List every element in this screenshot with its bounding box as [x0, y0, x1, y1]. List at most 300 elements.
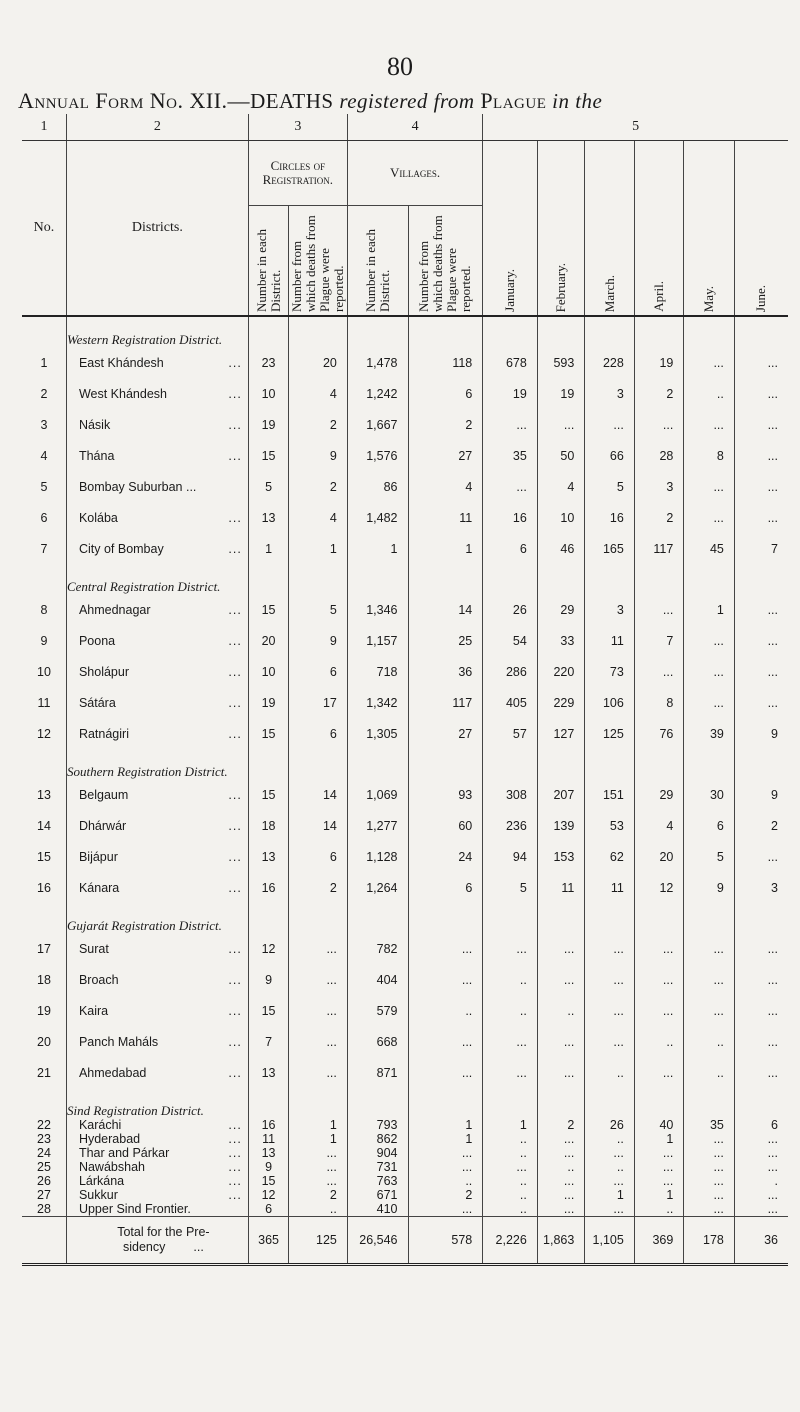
march-value: 125 — [585, 718, 635, 749]
villages-plague: 118 — [408, 347, 483, 378]
row-number: 27 — [22, 1188, 66, 1202]
row-number: 20 — [22, 1026, 66, 1057]
district-name: Ahmedabad — [78, 1065, 147, 1080]
march-value: .. — [585, 1160, 635, 1174]
district-name: Ahmednagar — [78, 602, 151, 617]
circles-number: 13 — [248, 841, 288, 872]
february-value: ... — [537, 1202, 584, 1217]
march-value: 11 — [585, 625, 635, 656]
villages-number: 1,264 — [347, 872, 408, 903]
section-heading-row — [22, 749, 788, 779]
june-value: ... — [767, 355, 778, 370]
section-title: Gujarát Registration District. — [66, 903, 248, 933]
circles-number: 6 — [248, 1202, 288, 1217]
empty-cell — [248, 316, 288, 347]
february-value: 593 — [537, 347, 584, 378]
section-no-cell — [22, 749, 66, 779]
district-name-cell — [66, 1160, 248, 1174]
empty-cell — [289, 1088, 348, 1118]
villages-plague: 14 — [408, 594, 483, 625]
leader-dots: ... — [228, 880, 242, 895]
empty-cell — [734, 1088, 788, 1118]
villages-plague: 60 — [408, 810, 483, 841]
section-no-cell — [22, 564, 66, 594]
empty-cell — [483, 749, 538, 779]
header-may: May. — [684, 141, 735, 317]
villages-plague: 117 — [408, 687, 483, 718]
villages-number: 1,242 — [347, 378, 408, 409]
district-name-cell — [66, 687, 248, 718]
district-name-cell — [66, 872, 248, 903]
empty-cell — [634, 1088, 684, 1118]
january-value: ... — [483, 1026, 538, 1057]
april-value: 1 — [634, 1132, 684, 1146]
circles-plague: 9 — [289, 440, 348, 471]
march-value: .. — [585, 1057, 635, 1088]
march-value: ... — [585, 964, 635, 995]
march-value: 165 — [585, 533, 635, 564]
section-heading-row — [22, 564, 788, 594]
table-row — [22, 779, 788, 810]
district-name-cell — [66, 1202, 248, 1217]
table-row — [22, 471, 788, 502]
villages-number: 86 — [347, 471, 408, 502]
district-name: Kaira — [78, 1003, 109, 1018]
circles-plague: 2 — [289, 872, 348, 903]
district-name-cell — [66, 1057, 248, 1088]
leader-dots: ... — [228, 941, 242, 956]
villages-number: 862 — [347, 1132, 408, 1146]
district-name-cell — [66, 347, 248, 378]
march-value: 66 — [585, 440, 635, 471]
february-value: ... — [537, 1057, 584, 1088]
circles-plague: ... — [289, 995, 348, 1026]
march-value: 3 — [585, 378, 635, 409]
header-april: April. — [634, 141, 684, 317]
villages-plague: 24 — [408, 841, 483, 872]
empty-cell — [537, 903, 584, 933]
table-row — [22, 378, 788, 409]
january-value: 308 — [483, 779, 538, 810]
colnum-3: 3 — [248, 114, 347, 141]
february-value: ... — [537, 1188, 584, 1202]
district-name: Kánara — [78, 880, 120, 895]
june-value: 3 — [771, 880, 778, 895]
section-title: Sind Registration District. — [66, 1088, 248, 1118]
january-value: ... — [483, 409, 538, 440]
deaths-table — [22, 114, 788, 1266]
february-value: ... — [537, 933, 584, 964]
table-row — [22, 995, 788, 1026]
district-name: Násik — [78, 417, 111, 432]
may-value: .. — [684, 378, 735, 409]
empty-cell — [248, 1088, 288, 1118]
row-number: 14 — [22, 810, 66, 841]
circles-number: 9 — [248, 964, 288, 995]
title-registered: registered from — [333, 89, 481, 113]
january-value: 6 — [483, 533, 538, 564]
circles-plague: 6 — [289, 841, 348, 872]
leader-dots: ... — [228, 602, 242, 617]
january-value: 16 — [483, 502, 538, 533]
district-name-cell — [66, 810, 248, 841]
empty-cell — [248, 749, 288, 779]
circles-number: 9 — [248, 1160, 288, 1174]
leader-dots: ... — [228, 386, 242, 401]
table-row — [22, 1188, 788, 1202]
empty-cell — [684, 316, 735, 347]
january-value: 54 — [483, 625, 538, 656]
june-value: 2 — [771, 818, 778, 833]
row-number: 26 — [22, 1174, 66, 1188]
district-name-cell — [66, 964, 248, 995]
table-row — [22, 409, 788, 440]
leader-dots: ... — [228, 1118, 242, 1132]
table-row — [22, 594, 788, 625]
district-name-cell — [66, 933, 248, 964]
circles-number: 7 — [248, 1026, 288, 1057]
april-value: 19 — [634, 347, 684, 378]
june-value: 7 — [771, 541, 778, 556]
february-value: 19 — [537, 378, 584, 409]
villages-number: 579 — [347, 995, 408, 1026]
april-value: 20 — [634, 841, 684, 872]
header-villages-group: Villages. — [347, 141, 482, 206]
empty-cell — [684, 749, 735, 779]
district-name-cell — [66, 502, 248, 533]
district-name: Sholápur — [78, 664, 129, 679]
total-may: 178 — [684, 1217, 735, 1265]
leader-dots: ... — [228, 1065, 242, 1080]
may-value: ... — [684, 995, 735, 1026]
row-number: 10 — [22, 656, 66, 687]
district-name-cell — [66, 718, 248, 749]
table-row — [22, 718, 788, 749]
empty-cell — [634, 749, 684, 779]
january-value: .. — [483, 964, 538, 995]
leader-dots: ... — [228, 633, 242, 648]
empty-cell — [585, 564, 635, 594]
district-name-cell — [66, 533, 248, 564]
june-value: ... — [767, 386, 778, 401]
total-june: 36 — [734, 1217, 788, 1265]
empty-cell — [684, 1088, 735, 1118]
february-value: 127 — [537, 718, 584, 749]
march-value: ... — [585, 1174, 635, 1188]
row-number: 1 — [22, 347, 66, 378]
district-name-cell — [66, 1026, 248, 1057]
villages-plague: 1 — [408, 1118, 483, 1132]
february-value: 29 — [537, 594, 584, 625]
april-value: 8 — [634, 687, 684, 718]
circles-plague: 6 — [289, 718, 348, 749]
empty-cell — [408, 749, 483, 779]
march-value: 1 — [585, 1188, 635, 1202]
empty-cell — [734, 316, 788, 347]
table-row — [22, 1174, 788, 1188]
circles-number: 16 — [248, 872, 288, 903]
villages-plague: 27 — [408, 718, 483, 749]
total-label-line1: Total for the Pre- — [117, 1225, 210, 1239]
colnum-4: 4 — [347, 114, 482, 141]
table-row — [22, 1026, 788, 1057]
total-label — [66, 1217, 248, 1265]
district-name-cell — [66, 409, 248, 440]
row-number: 19 — [22, 995, 66, 1026]
row-number: 28 — [22, 1202, 66, 1217]
table-row — [22, 933, 788, 964]
april-value: 29 — [634, 779, 684, 810]
empty-cell — [483, 564, 538, 594]
table-row — [22, 964, 788, 995]
february-value: 46 — [537, 533, 584, 564]
district-name: Panch Maháls — [78, 1034, 159, 1049]
villages-plague: 2 — [408, 1188, 483, 1202]
may-value: ... — [684, 1132, 735, 1146]
march-value: 62 — [585, 841, 635, 872]
section-no-cell — [22, 316, 66, 347]
row-number: 5 — [22, 471, 66, 502]
circles-number: 15 — [248, 779, 288, 810]
total-february: 1,863 — [537, 1217, 584, 1265]
february-value: 2 — [537, 1118, 584, 1132]
row-number: 7 — [22, 533, 66, 564]
district-name: Dhárwár — [78, 818, 127, 833]
header-no: No. — [22, 141, 66, 317]
circles-plague: 5 — [289, 594, 348, 625]
circles-plague: ... — [289, 1174, 348, 1188]
may-value: 1 — [684, 594, 735, 625]
section-heading-row — [22, 903, 788, 933]
empty-cell — [537, 564, 584, 594]
february-value: .. — [537, 1160, 584, 1174]
may-value: ... — [684, 1202, 735, 1217]
district-name-cell — [66, 378, 248, 409]
april-value: 117 — [634, 533, 684, 564]
row-number: 18 — [22, 964, 66, 995]
may-value: ... — [684, 1188, 735, 1202]
june-value: ... — [767, 1132, 778, 1146]
circles-number: 1 — [248, 533, 288, 564]
june-value: ... — [767, 633, 778, 648]
january-value: ... — [483, 933, 538, 964]
june-value: ... — [767, 849, 778, 864]
january-value: 19 — [483, 378, 538, 409]
villages-plague: 6 — [408, 872, 483, 903]
empty-cell — [585, 1088, 635, 1118]
march-value: 53 — [585, 810, 635, 841]
table-row — [22, 1160, 788, 1174]
district-name: Bombay Suburban ... — [78, 479, 197, 494]
january-value: .. — [483, 1188, 538, 1202]
march-value: 5 — [585, 471, 635, 502]
june-value: ... — [767, 695, 778, 710]
villages-number: 1 — [347, 533, 408, 564]
table-row — [22, 533, 788, 564]
may-value: ... — [684, 1160, 735, 1174]
empty-cell — [537, 1088, 584, 1118]
circles-plague: ... — [289, 933, 348, 964]
april-value: ... — [634, 409, 684, 440]
section-heading-row — [22, 1088, 788, 1118]
villages-number: 782 — [347, 933, 408, 964]
january-value: 57 — [483, 718, 538, 749]
villages-number: 718 — [347, 656, 408, 687]
circles-number: 13 — [248, 1057, 288, 1088]
circles-plague: ... — [289, 1160, 348, 1174]
march-value: ... — [585, 1026, 635, 1057]
district-name: City of Bombay — [78, 541, 164, 556]
table-row — [22, 1118, 788, 1132]
march-value: ... — [585, 995, 635, 1026]
january-value: .. — [483, 995, 538, 1026]
row-number: 11 — [22, 687, 66, 718]
total-label-line2 — [79, 1240, 248, 1255]
villages-plague: ... — [408, 1057, 483, 1088]
district-name: Broach — [78, 972, 119, 987]
june-value: ... — [767, 1188, 778, 1202]
empty-cell — [289, 903, 348, 933]
district-name: Nawábshah — [78, 1160, 145, 1174]
april-value: ... — [634, 933, 684, 964]
circles-number: 15 — [248, 594, 288, 625]
villages-number: 404 — [347, 964, 408, 995]
empty-cell — [634, 903, 684, 933]
circles-number: 19 — [248, 409, 288, 440]
district-name-cell — [66, 1118, 248, 1132]
district-name-cell — [66, 1146, 248, 1160]
district-name-cell — [66, 1174, 248, 1188]
empty-cell — [684, 903, 735, 933]
april-value: 2 — [634, 502, 684, 533]
villages-number: 871 — [347, 1057, 408, 1088]
villages-number: 410 — [347, 1202, 408, 1217]
leader-dots: ... — [228, 355, 242, 370]
section-title: Central Registration District. — [66, 564, 248, 594]
section-no-cell — [22, 1088, 66, 1118]
row-number: 24 — [22, 1146, 66, 1160]
villages-number: 671 — [347, 1188, 408, 1202]
villages-number: 904 — [347, 1146, 408, 1160]
february-value: ... — [537, 1146, 584, 1160]
empty-cell — [347, 316, 408, 347]
february-value: 220 — [537, 656, 584, 687]
total-april: 369 — [634, 1217, 684, 1265]
table-row — [22, 687, 788, 718]
villages-number: 1,277 — [347, 810, 408, 841]
table-row — [22, 810, 788, 841]
page-number: 80 — [387, 52, 413, 81]
may-value: 30 — [684, 779, 735, 810]
june-value: ... — [767, 602, 778, 617]
june-value: ... — [767, 1003, 778, 1018]
february-value: 50 — [537, 440, 584, 471]
villages-plague: 36 — [408, 656, 483, 687]
march-value: 3 — [585, 594, 635, 625]
april-value: .. — [634, 1026, 684, 1057]
may-value: 45 — [684, 533, 735, 564]
june-value: ... — [767, 664, 778, 679]
june-value: ... — [767, 417, 778, 432]
june-value: 6 — [771, 1118, 778, 1132]
circles-plague: ... — [289, 1026, 348, 1057]
circles-plague: 4 — [289, 502, 348, 533]
circles-plague: ... — [289, 1146, 348, 1160]
may-value: ... — [684, 964, 735, 995]
february-value: 229 — [537, 687, 584, 718]
leader-dots: ... — [228, 1003, 242, 1018]
january-value: .. — [483, 1202, 538, 1217]
leader-dots: ... — [228, 1160, 242, 1174]
circles-plague: 2 — [289, 1188, 348, 1202]
total-row — [22, 1217, 788, 1265]
circles-number: 20 — [248, 625, 288, 656]
may-value: ... — [684, 656, 735, 687]
march-value: ... — [585, 1202, 635, 1217]
leader-dots: ... — [228, 726, 242, 741]
april-value: ... — [634, 594, 684, 625]
colnum-5: 5 — [483, 114, 788, 141]
district-name: East Khándesh — [78, 355, 164, 370]
march-value: 26 — [585, 1118, 635, 1132]
february-value: .. — [537, 995, 584, 1026]
colnum-2: 2 — [66, 114, 248, 141]
header-january: January. — [483, 141, 538, 317]
january-value: .. — [483, 1132, 538, 1146]
row-number: 22 — [22, 1118, 66, 1132]
circles-number: 18 — [248, 810, 288, 841]
february-value: ... — [537, 409, 584, 440]
february-value: 139 — [537, 810, 584, 841]
january-value: ... — [483, 471, 538, 502]
header-february: February. — [537, 141, 584, 317]
january-value: 94 — [483, 841, 538, 872]
april-value: 1 — [634, 1188, 684, 1202]
may-value: ... — [684, 502, 735, 533]
district-name-cell — [66, 1132, 248, 1146]
header-circles-number: Number in each District. — [248, 206, 288, 317]
villages-number: 1,128 — [347, 841, 408, 872]
february-value: ... — [537, 1174, 584, 1188]
circles-number: 15 — [248, 995, 288, 1026]
april-value: 4 — [634, 810, 684, 841]
may-value: ... — [684, 625, 735, 656]
villages-number: 1,305 — [347, 718, 408, 749]
april-value: 28 — [634, 440, 684, 471]
june-value: ... — [767, 1202, 778, 1216]
leader-dots: ... — [228, 972, 242, 987]
circles-number: 12 — [248, 1188, 288, 1202]
may-value: 39 — [684, 718, 735, 749]
circles-number: 13 — [248, 502, 288, 533]
row-number: 3 — [22, 409, 66, 440]
row-number: 15 — [22, 841, 66, 872]
circles-plague: .. — [289, 1202, 348, 1217]
march-value: 73 — [585, 656, 635, 687]
villages-plague: 11 — [408, 502, 483, 533]
row-number: 4 — [22, 440, 66, 471]
row-number: 9 — [22, 625, 66, 656]
district-name-cell — [66, 1188, 248, 1202]
april-value: 40 — [634, 1118, 684, 1132]
january-value: .. — [483, 1174, 538, 1188]
district-name-cell — [66, 471, 248, 502]
circles-plague: 4 — [289, 378, 348, 409]
villages-number: 1,342 — [347, 687, 408, 718]
villages-number: 731 — [347, 1160, 408, 1174]
villages-plague: ... — [408, 1146, 483, 1160]
leader-dots: ... — [193, 1240, 204, 1254]
